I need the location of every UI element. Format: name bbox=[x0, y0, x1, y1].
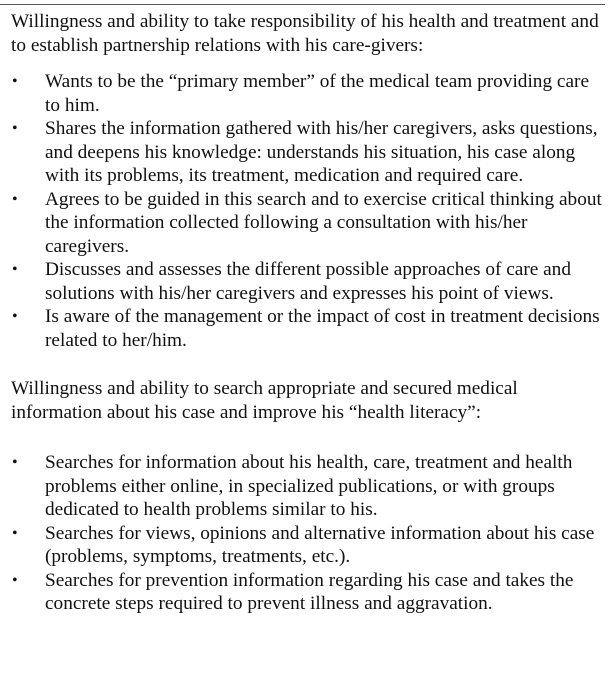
section-heading: Willingness and ability to take responsibility of his health and treatment and to establish partnership relations with his care-givers: bbox=[11, 11, 599, 56]
bullet-list bbox=[11, 451, 603, 616]
document-body bbox=[11, 10, 603, 616]
list-item-text: Discusses and assesses the different possible approaches of care and solutions with his/her caregivers and expresses his point of views. bbox=[45, 259, 571, 304]
bullet-icon: • bbox=[12, 261, 18, 278]
list-item bbox=[11, 70, 603, 117]
list-item bbox=[11, 451, 603, 522]
list-item-text: Shares the information gathered with his/her caregivers, asks questions, and deepens his knowledge: understands his situation, his case along with its problems, its treatment, medication and required care. bbox=[45, 118, 598, 186]
bullet-icon: • bbox=[12, 190, 18, 208]
list-item-text: Is aware of the management or the impact of cost in treatment decisions related to her/him. bbox=[45, 306, 600, 351]
section-responsibility bbox=[11, 10, 603, 352]
bullet-icon: • bbox=[12, 454, 18, 471]
list-item bbox=[11, 522, 603, 569]
list-item-text: Searches for views, opinions and alternative information about his case (problems, symptoms, treatments, etc.). bbox=[45, 522, 595, 567]
bullet-icon: • bbox=[12, 524, 18, 542]
list-item-text: Searches for information about his health, care, treatment and health problems either online, in specialized publications, or with groups dedicated to health problems similar to his. bbox=[45, 452, 573, 520]
top-rule bbox=[0, 4, 605, 5]
bullet-icon: • bbox=[12, 73, 18, 90]
list-item-text: Agrees to be guided in this search and to exercise critical thinking about the information collected following a consultation with his/her caregivers. bbox=[45, 188, 602, 257]
list-item bbox=[11, 258, 603, 305]
bullet-icon: • bbox=[12, 571, 18, 589]
section-health-literacy bbox=[11, 377, 603, 616]
bullet-icon: • bbox=[12, 120, 18, 137]
section-heading: Willingness and ability to search appropriate and secured medical information about his case and improve his “health literacy”: bbox=[11, 378, 518, 423]
list-item bbox=[11, 188, 603, 259]
list-item-text: Searches for prevention information regarding his case and takes the concrete steps required to prevent illness and aggravation. bbox=[45, 569, 574, 614]
list-item bbox=[11, 305, 603, 352]
bullet-icon: • bbox=[12, 308, 18, 325]
bullet-list bbox=[11, 70, 603, 352]
list-item bbox=[11, 569, 603, 616]
list-item bbox=[11, 117, 603, 188]
list-item-text: Wants to be the “primary member” of the medical team providing care to him. bbox=[45, 71, 589, 116]
